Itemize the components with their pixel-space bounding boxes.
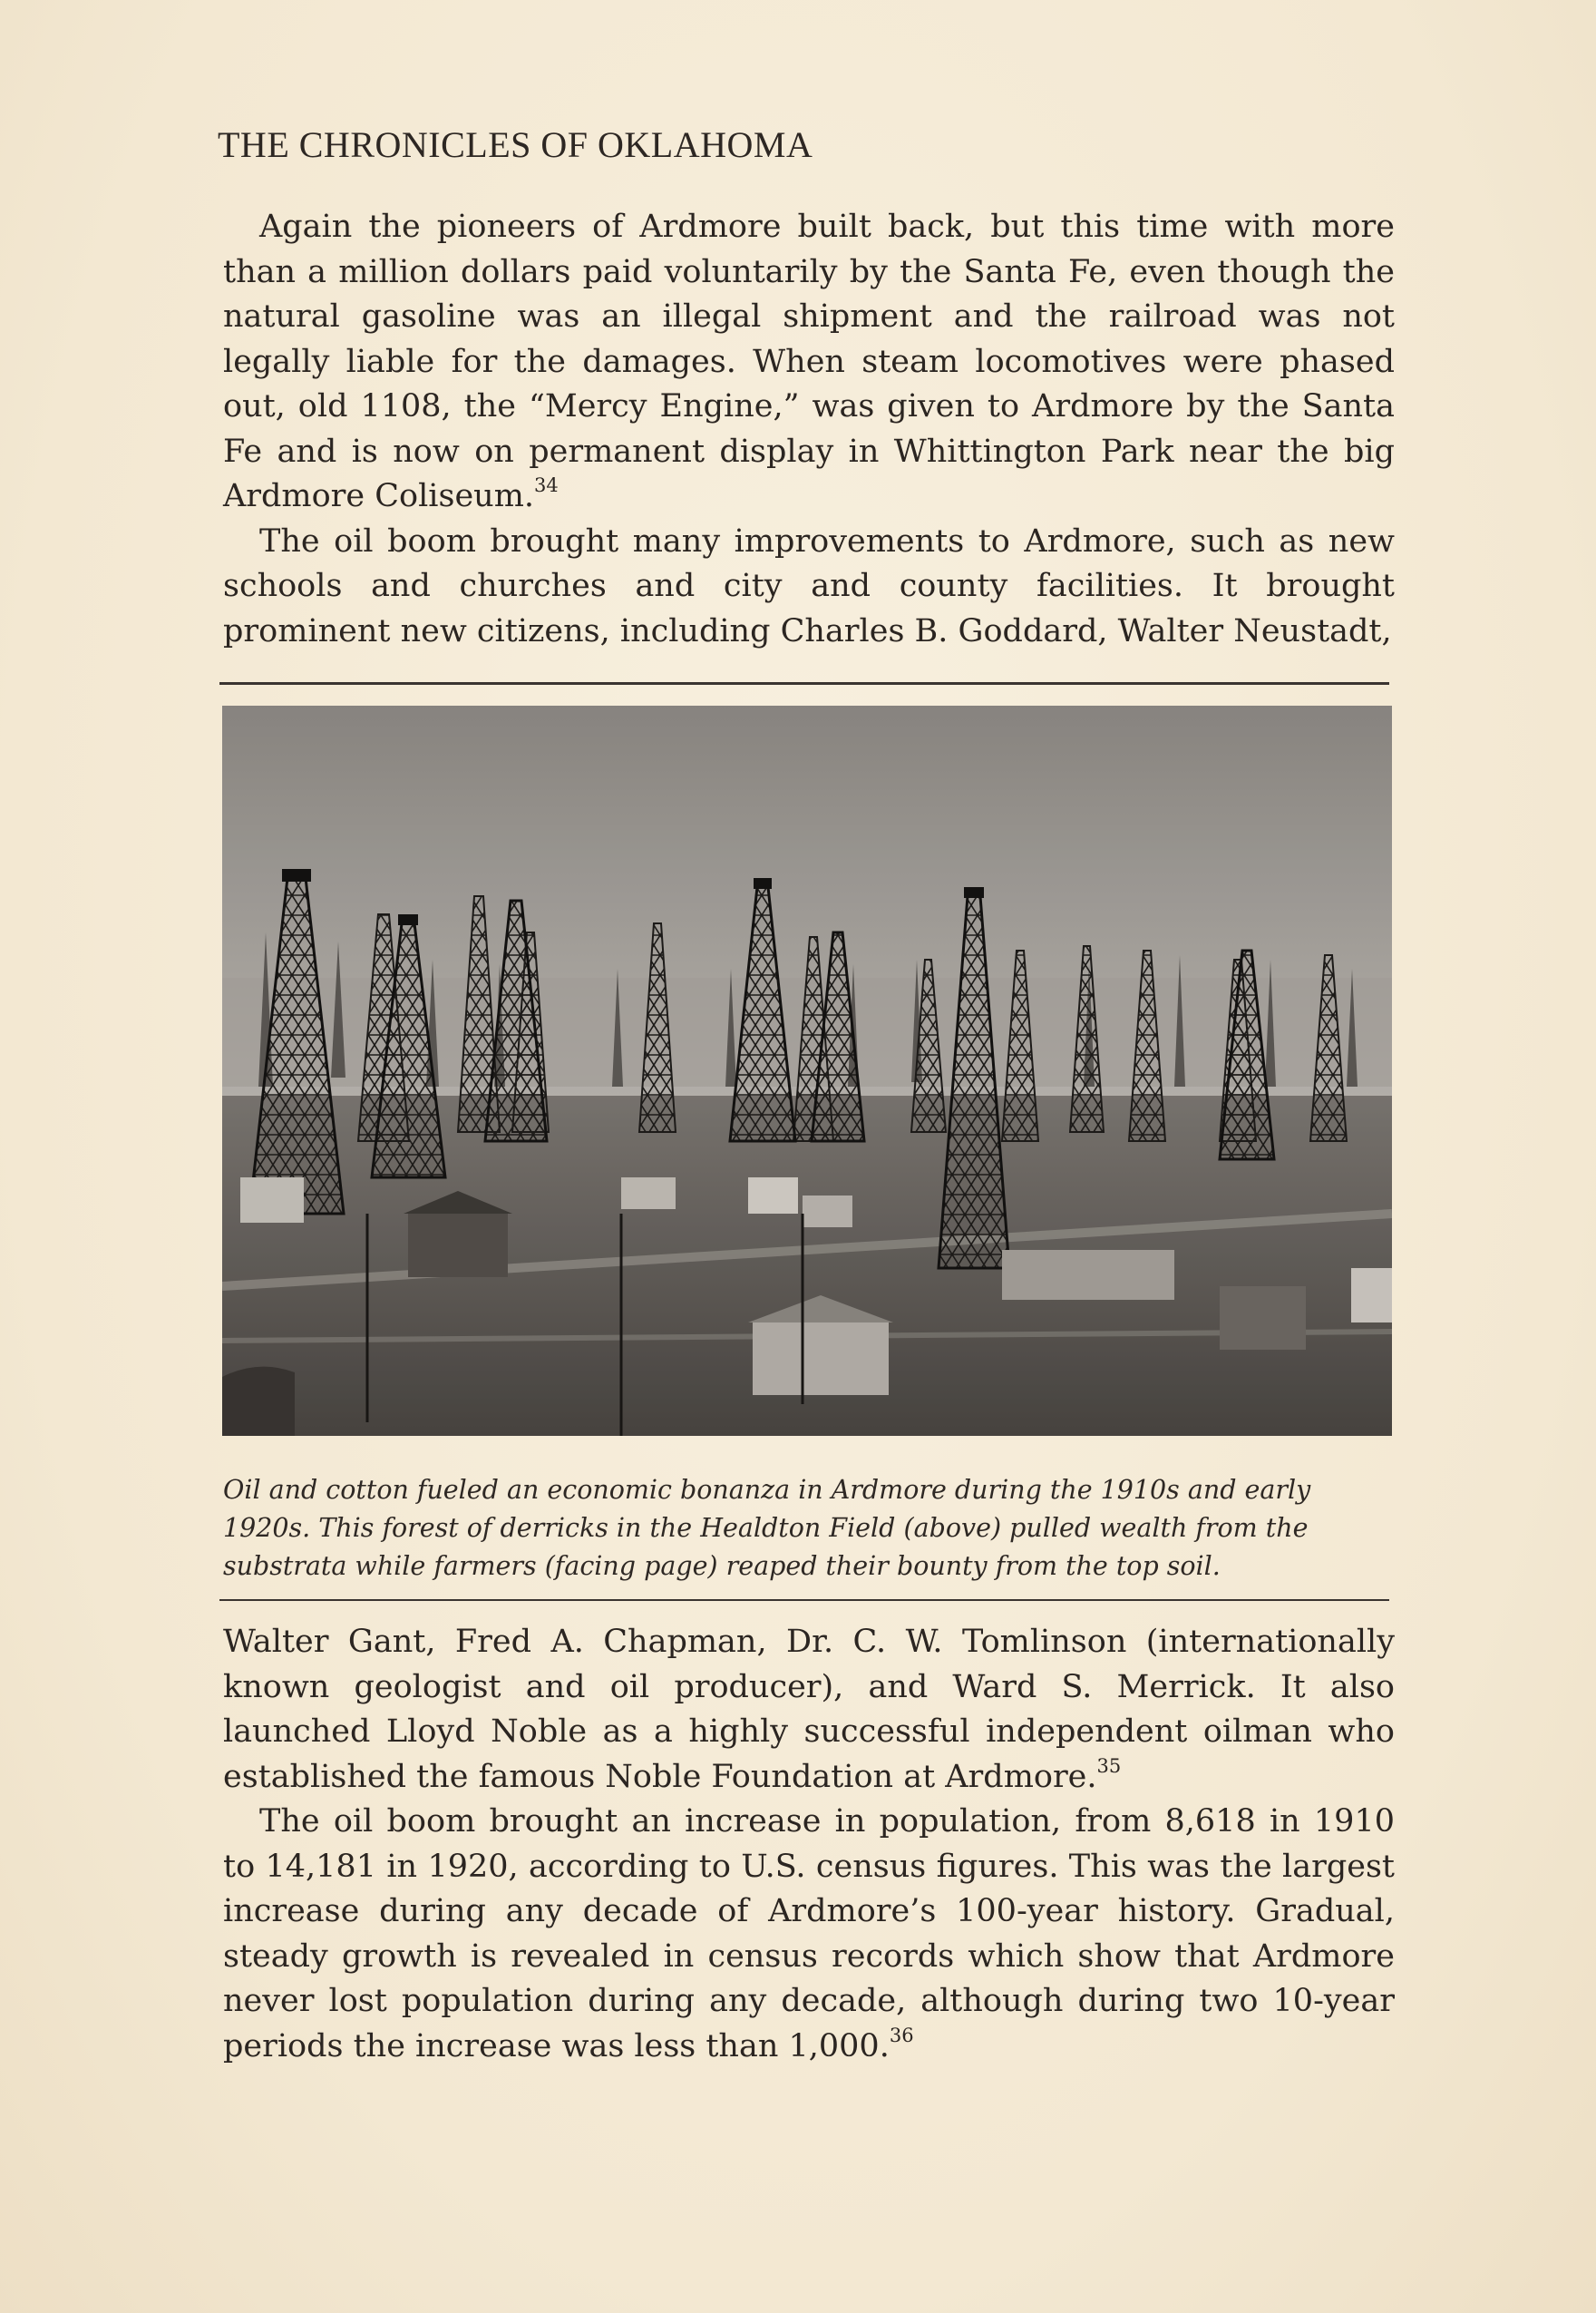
footnote-marker: 36 xyxy=(889,2024,914,2046)
divider-rule xyxy=(219,682,1389,685)
paragraph xyxy=(223,205,1395,520)
paragraph-text: Walter Gant, Fred A. Chapman, Dr. C. W. Tomlinson (internationally known geologist and oil producer), and Ward S. Merrick. It also launched Lloyd Noble as a highly successful independent oilman who established the famous Noble Foundation at Ardmore. xyxy=(223,1624,1395,1795)
paragraph xyxy=(223,1620,1395,1800)
figure-caption: Oil and cotton fueled an economic bonanza in Ardmore during the 1910s and early 1920s. This forest of derricks in the Healdton Field (above) pulled wealth from the substrata while farmers (facing page) reaped their bounty from the top soil. xyxy=(223,1475,1311,1581)
divider-rule xyxy=(219,1599,1389,1601)
paragraph-text: Again the pioneers of Ardmore built back, but this time with more than a million dollars paid voluntarily by the Santa Fe, even though the natural gasoline was an illegal shipment and the railroad was not legally liable for the damages. When steam locomotives were phased out, old 1108, the “Mercy Engine,” was given to Ardmore by the Santa Fe and is now on permanent display in Whittington Park near the big Ardmore Coliseum. xyxy=(223,209,1395,514)
bottom-text-block xyxy=(223,1620,1395,2069)
footnote-marker: 35 xyxy=(1096,1754,1122,1777)
footnote-marker: 34 xyxy=(534,474,559,497)
paragraph xyxy=(223,1800,1395,2069)
paragraph-text: The oil boom brought many improvements to Ardmore, such as new schools and churches and city and county facilities. It brought prominent new citizens, including Charles B. Goddard, Walter Neustadt, xyxy=(223,522,1395,649)
paragraph xyxy=(223,520,1395,655)
running-head: THE CHRONICLES OF OKLAHOMA xyxy=(218,124,813,165)
top-text-block xyxy=(223,205,1395,654)
oil-derricks-photo xyxy=(222,706,1392,1436)
photo-illustration xyxy=(222,706,1392,1436)
paragraph-text: The oil boom brought an increase in population, from 8,618 in 1910 to 14,181 in 1920, according to U.S. census figures. This was the largest increase during any decade of Ardmore’s 100-year history. Gradual, steady growth is revealed in census records which show that Ardmore never lost population during any decade, although during two 10-year periods the increase was less than 1,000. xyxy=(223,1803,1395,2064)
